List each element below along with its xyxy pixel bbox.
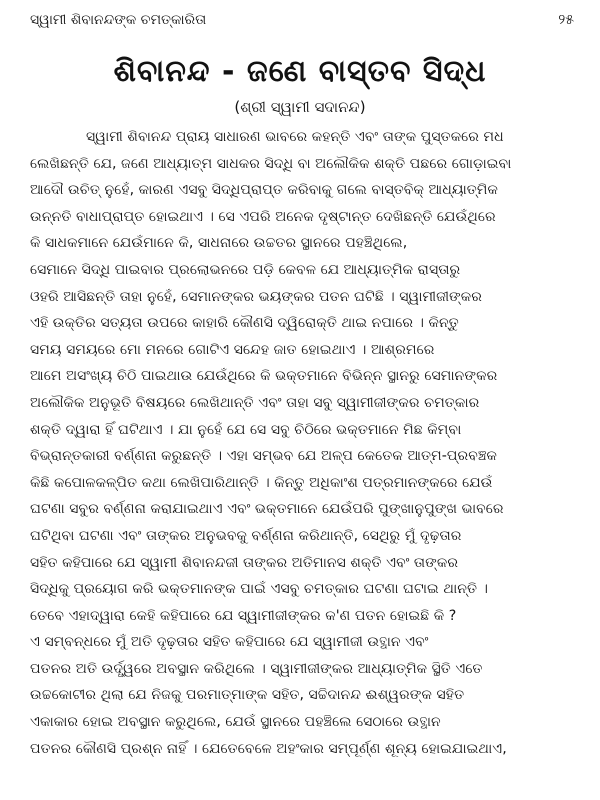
body-line: ଲେଖିଛନ୍ତି ଯେ, ଜଣେ ଆଧ୍ୟାତ୍ମ ସାଧକର ସିଦ୍ଧି ବା ଅଲୌକିକ ଶକ୍ତି ପଛରେ ଗୋଡ଼ାଇବା — [30, 155, 512, 172]
body-line: ଉନ୍ନତି ବାଧାପ୍ରାପ୍ତ ହୋଇଥାଏ । ସେ ଏପରି ଅନେକ ଦୃଷ୍ଟାନ୍ତ ଦେଖିଛନ୍ତି ଯେଉଁଥିରେ — [30, 208, 496, 225]
body-line: ସହିତ କହିପାରେ ଯେ ସ୍ୱାମୀ ଶିବାନନ୍ଦଜୀ ତାଙ୍କର ଅତିମାନସ ଶକ୍ତି ଏବଂ ତାଙ୍କର — [30, 554, 459, 571]
body-line: ଏ ସମ୍ବନ୍ଧରେ ମୁଁ ଅତି ଦୃଢ଼ତାର ସହିତ କହିପାରେ ଯେ ସ୍ୱାମୀଜୀ ଉତ୍ଥାନ ଏବଂ — [30, 634, 429, 651]
body-line: ଓହରି ଆସିଛନ୍ତି ତାହା ନୁହେଁ, ସେମାନଙ୍କର ଭୟଙ୍କର ପତନ ଘଟିଛି । ସ୍ୱାମୀଜୀଙ୍କର — [30, 288, 483, 305]
body-line: କି ସାଧକମାନେ ଯେଉଁମାନେ କି, ସାଧନାରେ ଉଚ୍ଚତର ସ୍ଥାନରେ ପହଞ୍ଚିଥିଲେ, — [30, 235, 408, 252]
body-line: ପତନର କୌଣସି ପ୍ରଶ୍ନ ନାହିଁ । ଯେତେବେଳେ ଅହଂକାର ସମ୍ପୂର୍ଣ୍ଣ ଶୂନ୍ୟ ହୋଇଯାଇଥାଏ, — [30, 740, 507, 757]
article-title: ଶିବାନନ୍ଦ - ଜଣେ ବାସ୍ତବ ସିଦ୍ଧ — [113, 54, 487, 89]
body-line: ଶକ୍ତି ଦ୍ୱାରା ହିଁ ଘଟିଥାଏ । ଯା ନୁହେଁ ଯେ ସେ ସବୁ ଚିଠିରେ ଭକ୍ତମାନେ ମିଛ କିମ୍ବା — [30, 421, 462, 438]
body-line: ଆମେ ଅସଂଖ୍ୟ ଚିଠି ପାଇଥାଉ ଯେଉଁଥିରେ କି ଭକ୍ତମାନେ ବିଭିନ୍ନ ସ୍ଥାନରୁ ସେମାନଙ୍କର — [30, 368, 498, 385]
body-line: ବିଭ୍ରାନ୍ତକାରୀ ବର୍ଣ୍ଣନା କରୁଛନ୍ତି । ଏହା ସମ୍ଭବ ଯେ ଅଳ୍ପ କେତେକ ଆତ୍ମ-ପ୍ରବଞ୍ଚକ — [30, 448, 497, 465]
body-line: ସେମାନେ ସିଦ୍ଧି ପାଇବାର ପ୍ରଲୋଭନରେ ପଡ଼ି କେବଳ ଯେ ଆଧ୍ୟାତ୍ମିକ ରାସ୍ତାରୁ — [30, 261, 461, 278]
body-line: ଅଲୌକିକ ଅନୁଭୂତି ବିଷୟରେ ଲେଖିଥାନ୍ତି ଏବଂ ତାହା ସବୁ ସ୍ୱାମୀଜୀଙ୍କର ଚମତ୍କାର — [30, 394, 480, 411]
page-number: ୨୫ — [558, 12, 574, 28]
body-line: କିଛି କପୋଳକଳ୍ପିତ କଥା ଲେଖିପାରିଥାନ୍ତି । କିନ୍ତୁ ଅଧିକାଂଶ ପତ୍ରମାନଙ୍କରେ ଯେଉଁ — [30, 474, 493, 491]
body-line: ଘଟଣା ସବୁର ବର୍ଣ୍ଣନା କରାଯାଇଥାଏ ଏବଂ ଭକ୍ତମାନେ ଯେଉଁପରି ପୁଙ୍ଖାନୁପୁଙ୍ଖ ଭାବରେ — [30, 501, 504, 518]
body-line: ଆଦୌ ଉଚିତ୍ ନୁହେଁ, କାରଣ ଏସବୁ ସିଦ୍ଧିପ୍ରାପ୍ତ କରିବାକୁ ଗଲେ ବାସ୍ତବିକ୍ ଆଧ୍ୟାତ୍ମିକ — [30, 182, 498, 199]
article-body — [30, 124, 574, 762]
body-line: ସ୍ୱାମୀ ଶିବାନନ୍ଦ ପ୍ରାୟ ସାଧାରଣ ଭାବରେ କହନ୍ତି ଏବଂ ତାଙ୍କ ପୁସ୍ତକରେ ମଧ — [86, 129, 504, 145]
running-header — [30, 10, 574, 30]
running-title: ସ୍ୱାମୀ ଶିବାନନ୍ଦଙ୍କ ଚମତ୍କାରିତା — [30, 12, 207, 28]
body-line: ଏହି ଉକ୍ତିର ସତ୍ୟତା ଉପରେ କାହାରି କୌଣସି ଦ୍ୱିରୋକ୍ତି ଥାଇ ନପାରେ । କିନ୍ତୁ — [30, 315, 459, 332]
body-line: ଏକାକାର ହୋଇ ଅବସ୍ଥାନ କରୁଥିଲେ, ଯେଉଁ ସ୍ଥାନରେ ପହଞ୍ଚିଲେ ସେଠାରେ ଉତ୍ଥାନ — [30, 714, 441, 731]
body-line: ସମୟ ସମୟରେ ମୋ ମନରେ ଗୋଟିଏ ସନ୍ଦେହ ଜାତ ହୋଇଥାଏ । ଆଶ୍ରମରେ — [30, 341, 435, 358]
body-line: ସିଦ୍ଧିକୁ ପ୍ରୟୋଗ କରି ଭକ୍ତମାନଙ୍କ ପାଇଁ ଏସବୁ ଚମତ୍କାର ଘଟଣା ଘଟାଇ ଥାନ୍ତି । — [30, 581, 488, 598]
body-line: ତେବେ ଏହାଦ୍ୱାରା କେହି କହିପାରେ ଯେ ସ୍ୱାମୀଜୀଙ୍କର କ'ଣ ପତନ ହୋଇଛି କି ? — [30, 607, 457, 624]
article-author: (ଶ୍ରୀ ସ୍ୱାମୀ ସଦାନନ୍ଦ) — [234, 98, 366, 116]
body-line: ଘଟିଥିବା ଘଟଣା ଏବଂ ତାଙ୍କର ଅନୁଭବକୁ ବର୍ଣ୍ଣନା କରିଥାନ୍ତି, ସେଥିରୁ ମୁଁ ଦୃଢ଼ତାର — [30, 527, 462, 544]
body-line: ପତନର ଅତି ଉର୍ଦ୍ଧ୍ୱରେ ଅବସ୍ଥାନ କରିଥିଲେ । ସ୍ୱାମୀଜୀଙ୍କର ଆଧ୍ୟାତ୍ମିକ ସ୍ଥିତି ଏତେ — [30, 660, 483, 677]
body-line: ଉଚ୍ଚକୋଟୀର ଥିଲା ଯେ ନିଜକୁ ପରମାତ୍ମାଙ୍କ ସହିତ, ସଚ୍ଚିଦାନନ୍ଦ ଈଶ୍ୱରଙ୍କ ସହିତ — [30, 687, 465, 704]
